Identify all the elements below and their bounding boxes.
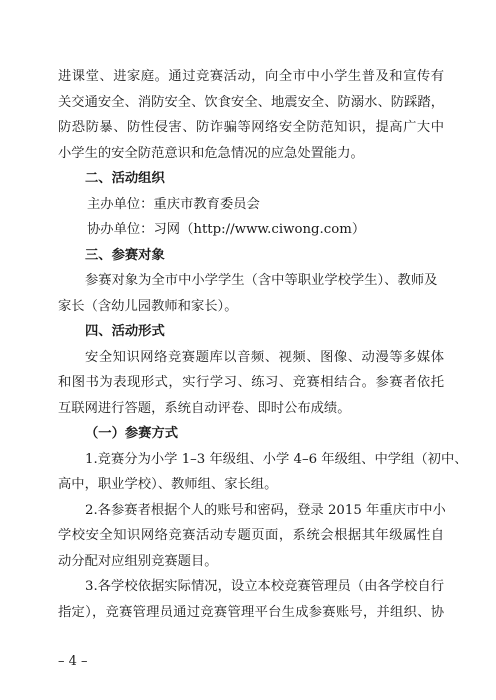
paragraph-line: 小学生的安全防范意识和危急情况的应急处置能力。	[58, 145, 364, 161]
document-body	[58, 64, 468, 625]
paragraph-line: 和图书为表现形式，实行学习、练习、竞赛相结合。参赛者依托	[58, 375, 444, 390]
list-item-line: 3.各学校依据实际情况，设立本校竞赛管理员（由各学校自行	[85, 579, 444, 594]
subsection-heading-method: （一）参赛方式	[85, 426, 179, 441]
paragraph-line: 安全知识网络竞赛题库以音频、视频、图像、动漫等多媒体	[85, 349, 444, 365]
paragraph-line: 关交通安全、消防安全、饮食安全、地震安全、防溺水、防踩踏，	[58, 94, 444, 110]
list-item-line: 高中，职业学校）、教师组、家长组。	[58, 477, 278, 492]
list-item-line: 指定），竞赛管理员通过竞赛管理平台生成参赛账号，并组织、协	[58, 604, 444, 620]
paragraph-line: 家长（含幼儿园教师和家长）。	[58, 298, 238, 314]
list-item-line: 动分配对应组别竞赛题目。	[58, 553, 218, 569]
section-heading-format: 四、活动形式	[85, 324, 165, 339]
list-item-line: 2.各参赛者根据个人的账号和密码，登录 2015 年重庆市中小	[85, 502, 446, 518]
paragraph-line: 参赛对象为全市中小学学生（含中等职业学校学生）、教师及	[85, 273, 438, 288]
paragraph-line: 防恐防暴、防性侵害、防诈骗等网络安全防范知识，提高广大中	[58, 120, 444, 135]
list-item-line: 学校安全知识网络竞赛活动专题页面，系统会根据其年级属性自	[58, 528, 444, 543]
paragraph-line: 进课堂、进家庭。通过竞赛活动，向全市中小学生普及和宣传有	[58, 69, 444, 84]
organizer-line: 主办单位：重庆市教育委员会	[87, 196, 260, 212]
section-heading-organization: 二、活动组织	[85, 171, 165, 186]
co-organizer-line: 协办单位：习网（http://www.ciwong.com）	[87, 222, 366, 237]
section-heading-participants: 三、参赛对象	[85, 247, 165, 263]
paragraph-line: 互联网进行答题，系统自动评卷、即时公布成绩。	[58, 400, 351, 416]
list-item-line: 1.竞赛分为小学 1–3 年级组、小学 4–6 年级组、中学组（初中、	[85, 451, 468, 467]
page-number: – 4 –	[58, 654, 88, 669]
